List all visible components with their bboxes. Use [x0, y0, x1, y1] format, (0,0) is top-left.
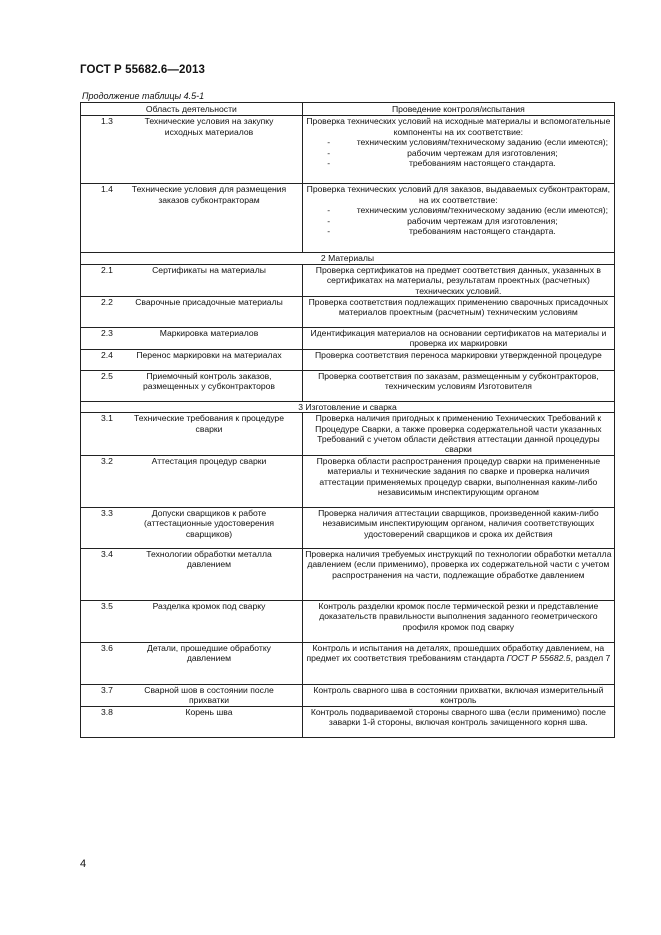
table-row [81, 349, 615, 370]
check-subitem [305, 137, 612, 147]
check-text: Идентификация материалов на основании сертификатов на материалы и проверка их маркировки [310, 328, 607, 349]
table-row [81, 684, 615, 706]
subitem-text: техническим условиям/техническому заданию (если имеются); [356, 205, 609, 216]
area-name: Приемочный контроль заказов, размещенных у субконтракторов [143, 370, 275, 392]
requirements-table [80, 102, 615, 738]
row-code: 2.5 [101, 370, 113, 381]
table-header-row [81, 103, 615, 116]
row-code: 3.5 [101, 600, 113, 611]
area-cell [81, 600, 303, 642]
row-code: 2.1 [101, 264, 113, 275]
table-row [81, 264, 615, 296]
table-continued-label: Продолжение таблицы 4.5-1 [82, 91, 205, 101]
check-text: Контроль разделки кромок после термической резки и представление доказательств правильности выполнения заданного геометрического профиля кромок под сварку [318, 600, 599, 632]
row-code: 2.2 [101, 297, 113, 308]
check-text [305, 643, 612, 664]
check-text: Проверка области распространения процедур сварки на примененные материалы и технические задания по сварке и проверка наличия аттестации применяемых процедур сварки, выполненная каким-либо независимым инспектирующим органом [316, 455, 601, 498]
check-text: Проверка технических условий для заказов, выдаваемых субконтракторам, на их соответствие: [306, 184, 611, 205]
table-row [81, 455, 615, 507]
document-title: ГОСТ Р 55682.6—2013 [80, 64, 205, 76]
check-text: Контроль подвариваемой стороны сварного шва (если применимо) после заварки 1-й стороны, включая контроль зачищенного корня шва. [310, 706, 606, 728]
subitem-text: рабочим чертежам для изготовления; [407, 147, 558, 158]
bullet-dash: - [327, 137, 331, 148]
check-subitem [305, 158, 612, 168]
section-title: 2 Материалы [81, 253, 615, 264]
table-row [81, 548, 615, 600]
check-text: Проверка сертификатов на предмет соответствия данных, указанных в сертификатах на материалы, результатам проектных (расчетных) технических условий. [315, 264, 601, 296]
area-name: Технические требования к процедуре сварки [134, 413, 284, 434]
bullet-dash: - [327, 226, 331, 237]
check-cell [302, 507, 614, 548]
check-cell [302, 548, 614, 600]
row-code: 3.1 [101, 413, 113, 424]
row-code: 3.8 [101, 706, 113, 717]
check-cell [302, 684, 614, 706]
area-name: Детали, прошедшие обработку давлением [147, 642, 271, 664]
table-row [81, 328, 615, 350]
subitem-text: рабочим чертежам для изготовления; [407, 215, 558, 226]
check-subitem [305, 226, 612, 236]
row-code: 3.7 [101, 684, 113, 695]
area-cell [81, 297, 303, 328]
area-name: Разделка кромок под сварку [152, 600, 266, 611]
table-row [81, 507, 615, 548]
area-name: Перенос маркировки на материалах [136, 349, 282, 360]
row-code: 3.6 [101, 642, 113, 653]
table-row [81, 600, 615, 642]
table-row [81, 116, 615, 184]
check-text-main: Контроль и испытания на деталях, прошедших обработку давлением, на предмет их соответствия требованиям стандарта [306, 642, 605, 664]
bullet-dash: - [327, 205, 331, 216]
area-cell [81, 370, 303, 401]
check-cell [302, 297, 614, 328]
area-cell [81, 328, 303, 350]
subitem-text: требованиям настоящего стандарта. [408, 158, 556, 169]
subitem-text: требованиям настоящего стандарта. [408, 226, 556, 237]
area-cell [81, 642, 303, 684]
page-number: 4 [80, 858, 87, 870]
section-row [81, 253, 615, 264]
check-cell [302, 455, 614, 507]
check-cell [302, 370, 614, 401]
area-cell [81, 116, 303, 184]
area-cell [81, 507, 303, 548]
row-code: 3.4 [101, 548, 113, 559]
area-name: Аттестация процедур сварки [151, 455, 267, 466]
area-cell [81, 548, 303, 600]
check-text: Проверка соответствия по заказам, размещенным у субконтракторов, техническим условиям Изготовителя [318, 370, 599, 392]
standard-reference: ГОСТ Р 55682.5 [506, 653, 571, 664]
row-code: 2.3 [101, 328, 113, 339]
section-title: 3 Изготовление и сварка [81, 401, 615, 412]
bullet-dash: - [327, 147, 331, 158]
section-row [81, 401, 615, 412]
table-row [81, 706, 615, 737]
area-cell [81, 413, 303, 456]
check-cell [302, 264, 614, 296]
column-header-check: Проведение контроля/испытания [302, 103, 614, 116]
bullet-dash: - [327, 215, 331, 226]
area-cell [81, 684, 303, 706]
check-cell [302, 328, 614, 350]
row-code: 1.4 [101, 184, 113, 195]
table-row [81, 642, 615, 684]
check-text: Проверка наличия требуемых инструкций по технологии обработки металла давлением (если применимо), проверка их содержательной части с учетом распространения на части, подлежащие обработке давлением [305, 548, 612, 580]
check-cell [302, 413, 614, 456]
check-cell [302, 184, 614, 253]
area-cell [81, 349, 303, 370]
area-cell [81, 184, 303, 253]
table-row [81, 370, 615, 401]
area-name: Технические условия на закупку исходных материалов [144, 116, 274, 137]
check-cell [302, 349, 614, 370]
area-cell [81, 455, 303, 507]
check-text: Проверка технических условий на исходные материалы и вспомогательные компоненты на их соответствие: [306, 116, 611, 137]
check-cell [302, 116, 614, 184]
check-cell [302, 706, 614, 737]
table-row [81, 184, 615, 253]
check-cell [302, 600, 614, 642]
check-cell [302, 642, 614, 684]
check-subitem [305, 205, 612, 215]
check-text-tail: , раздел 7 [570, 653, 611, 664]
check-text: Проверка наличия пригодных к применению Технических Требований к Процедуре Сварки, а также проверка содержательной части указанных Требований с учетом области действия аттестации данной процедуры сварки [315, 413, 602, 455]
area-name: Технические условия для размещения заказов субконтракторам [131, 184, 287, 205]
area-name: Допуски сварщиков к работе (аттестационные удостоверения сварщиков) [144, 507, 274, 539]
bullet-dash: - [327, 158, 331, 169]
check-text: Проверка соответствия подлежащих применению сварочных присадочных материалов проектным (расчетным) техническим условиям [308, 297, 609, 318]
table-row [81, 297, 615, 328]
area-name: Маркировка материалов [159, 328, 259, 339]
check-text: Проверка наличия аттестации сварщиков, произведенной каким-либо независимым инспектирующим органом, наличия соответствующих удостоверений сварщиков и срока их действия [318, 507, 599, 539]
area-name: Сварочные присадочные материалы [135, 297, 283, 308]
area-name: Сварной шов в состоянии после прихватки [144, 684, 274, 706]
area-name: Сертификаты на материалы [152, 264, 266, 275]
check-text: Контроль сварного шва в состоянии прихватки, включая измерительный контроль [313, 684, 604, 706]
row-code: 2.4 [101, 349, 113, 360]
area-name: Технологии обработки металла давлением [146, 548, 272, 570]
table-row [81, 413, 615, 456]
subitem-text: техническим условиям/техническому заданию (если имеются); [356, 137, 609, 148]
column-header-area: Область деятельности [81, 103, 303, 116]
row-code: 1.3 [101, 116, 113, 127]
check-text: Проверка соответствия переноса маркировки утвержденной процедуре [314, 349, 602, 360]
row-code: 3.2 [101, 455, 113, 466]
area-cell [81, 264, 303, 296]
check-subitem [305, 216, 612, 226]
row-code: 3.3 [101, 507, 113, 518]
area-cell [81, 706, 303, 737]
area-name: Корень шва [185, 706, 233, 717]
check-subitem [305, 148, 612, 158]
